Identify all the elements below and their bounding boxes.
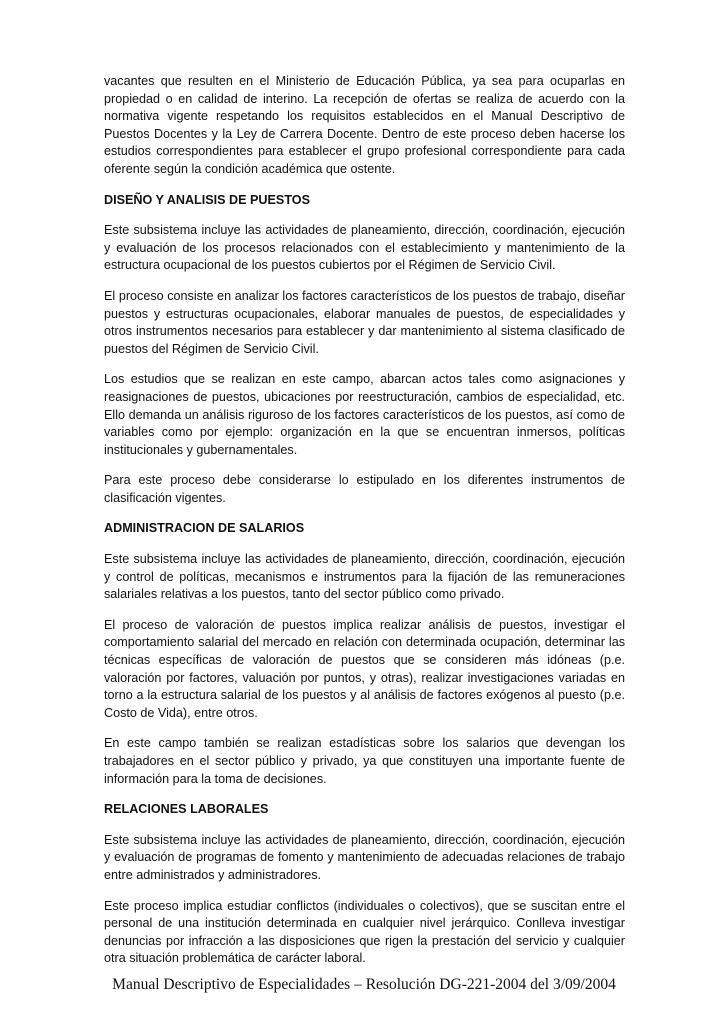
section-heading-relaciones-laborales: RELACIONES LABORALES	[104, 802, 269, 817]
paragraph-relaciones-subsistema: Este subsistema incluye las actividades de planeamiento, dirección, coordinación, ejecución y evaluación de programas de fomento y mantenimiento de adecuadas relaciones de trabajo entre administrados y administradores.	[104, 832, 625, 882]
document-body	[104, 73, 625, 981]
paragraph-diseno-subsistema: Este subsistema incluye las actividades de planeamiento, dirección, coordinación, ejecución y evaluación de los procesos relacionados con el establecimiento y mantenimiento de la estructura ocupacional de los puestos cubiertos por el Régimen de Servicio Civil.	[104, 223, 625, 273]
paragraph-salarios-valoracion: El proceso de valoración de puestos implica realizar análisis de puestos, investigar el comportamiento salarial del mercado en relación con determinada ocupación, determinar las técnicas específicas de valoración de puestos que se consideren más idóneas (p.e. valoración por factores, valuación por puntos, y otras), realizar investigaciones variadas en torno a la estructura salarial de los puestos y al análisis de factores exógenos al puesto (p.e. Costo de Vida), entre otros.	[104, 617, 625, 720]
section-heading-diseno-analisis-puestos: DISEÑO Y ANALISIS DE PUESTOS	[104, 192, 310, 207]
page-footer: Manual Descriptivo de Especialidades – Resolución DG-221-2004 del 3/09/2004	[112, 976, 616, 993]
paragraph-salarios-estadisticas: En este campo también se realizan estadísticas sobre los salarios que devengan los trabajadores en el sector público y privado, ya que constituyen una importante fuente de información para la toma de decisiones.	[104, 736, 625, 786]
paragraph-relaciones-conflictos: Este proceso implica estudiar conflictos (individuales o colectivos), que se suscitan entre el personal de una institución determinada en cualquier nivel jerárquico. Conlleva investigar denuncias por infracción a las disposiciones que rigen la prestación del servicio y cualquier otra situación problemática de carácter laboral.	[104, 898, 625, 966]
paragraph-salarios-subsistema: Este subsistema incluye las actividades de planeamiento, dirección, coordinación, ejecución y control de políticas, mecanismos e instrumentos para la fijación de las remuneraciones salariales relativas a los puestos, tanto del sector público como privado.	[104, 552, 625, 602]
paragraph-intro-continuation: vacantes que resulten en el Ministerio de Educación Pública, ya sea para ocuparlas en propiedad o en calidad de interino. La recepción de ofertas se realiza de acuerdo con la normativa vigente respetando los requisitos establecidos en el Manual Descriptivo de Puestos Docentes y la Ley de Carrera Docente. Dentro de este proceso deben hacerse los estudios correspondientes para establecer el grupo profesional correspondiente para cada oferente según la condición académica que ostente.	[104, 74, 625, 176]
paragraph-diseno-estudios: Los estudios que se realizan en este campo, abarcan actos tales como asignaciones y reasignaciones de puestos, ubicaciones por reestructuración, cambios de especialidad, etc. Ello demanda un análisis riguroso de los factores característicos de los puestos, así como de variables como por ejemplo: organización en la que se encuentran inmersos, políticas institucionales y gubernamentales.	[104, 372, 625, 457]
paragraph-diseno-proceso: El proceso consiste en analizar los factores característicos de los puestos de trabajo, diseñar puestos y estructuras ocupacionales, elaborar manuales de puestos, de especialidades y otros instrumentos necesarios para establecer y dar mantenimiento al sistema clasificado de puestos del Régimen de Servicio Civil.	[104, 288, 625, 356]
section-heading-administracion-salarios: ADMINISTRACION DE SALARIOS	[104, 521, 305, 536]
paragraph-diseno-instrumentos: Para este proceso debe considerarse lo estipulado en los diferentes instrumentos de clasificación vigentes.	[104, 473, 625, 505]
